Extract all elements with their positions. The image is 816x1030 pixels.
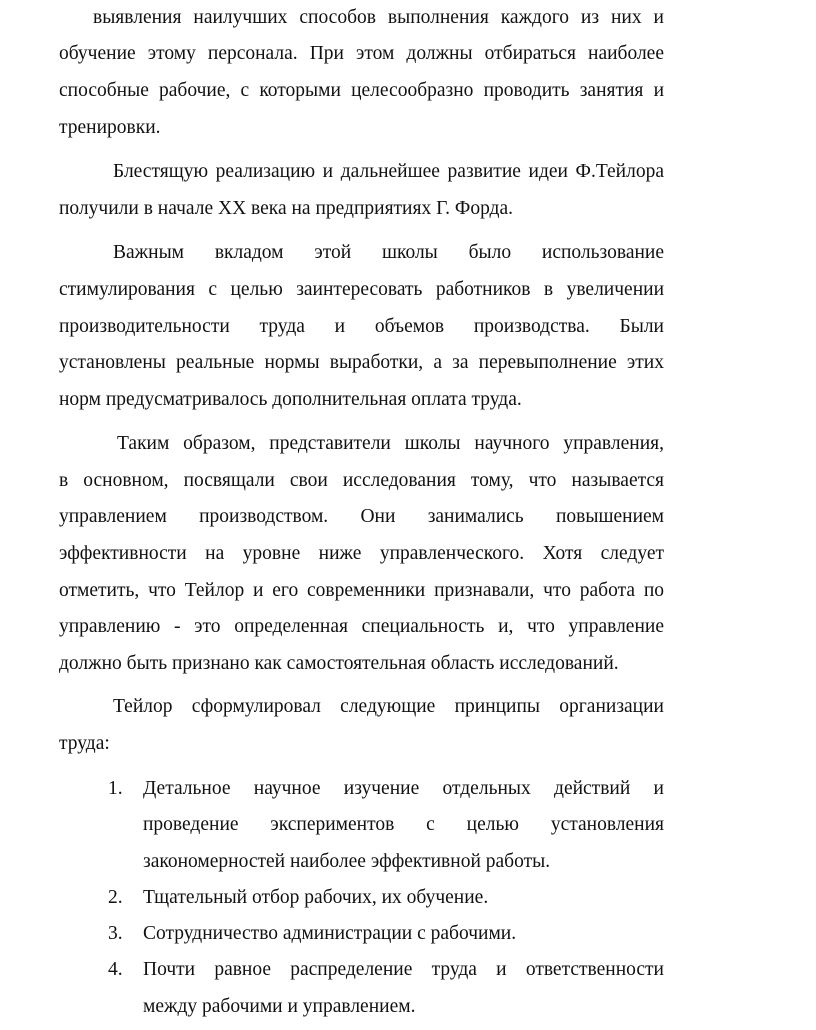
list-number: 2.: [108, 887, 123, 908]
paragraph-line: Тейлор сформулировал следующие принципы организации: [113, 696, 664, 717]
paragraph-line: получили в начале XX века на предприятиях Г. Форда.: [59, 198, 514, 219]
paragraph-line: управлению - это определенная специальность и, что управление: [59, 616, 664, 637]
list-item-line: закономерностей наиболее эффективной работы.: [143, 851, 551, 872]
paragraph-line: установлены реальные нормы выработки, а за перевыполнение этих: [59, 352, 664, 373]
paragraph-line: должно быть признано как самостоятельная область исследований.: [59, 653, 619, 674]
list-item-line: Детальное научное изучение отдельных действий и: [143, 778, 664, 799]
paragraph-line: Блестящую реализацию и дальнейшее развитие идеи Ф.Тейлора: [113, 161, 664, 182]
paragraph-line: Таким образом, представители школы научного управления,: [117, 433, 664, 454]
paragraph-line: тренировки.: [59, 117, 161, 138]
paragraph-line: Важным вкладом этой школы было использование: [113, 242, 664, 263]
paragraph-line: отметить, что Тейлор и его современники признавали, что работа по: [59, 580, 664, 601]
paragraph-line: эффективности на уровне ниже управленческого. Хотя следует: [59, 543, 664, 564]
list-number: 3.: [108, 923, 123, 944]
list-number: 1.: [108, 778, 123, 799]
list-item-line: Почти равное распределение труда и ответственности: [143, 959, 664, 980]
paragraph-line: в основном, посвящали свои исследования тому, что называется: [59, 470, 664, 491]
paragraph-line: обучение этому персонала. При этом должны отбираться наиболее: [59, 43, 664, 64]
paragraph-line: способные рабочие, с которыми целесообразно проводить занятия и: [59, 80, 664, 101]
list-item-line: Тщательный отбор рабочих, их обучение.: [143, 887, 489, 908]
paragraph-line: производительности труда и объемов производства. Были: [59, 316, 664, 337]
list-item-line: между рабочими и управлением.: [143, 996, 416, 1017]
paragraph-line: управлением производством. Они занимались повышением: [59, 506, 664, 527]
paragraph-line: труда:: [59, 733, 110, 754]
list-item-line: проведение экспериментов с целью установления: [143, 814, 664, 835]
paragraph-line: стимулирования с целью заинтересовать работников в увеличении: [59, 279, 664, 300]
paragraph-line: норм предусматривалось дополнительная оплата труда.: [59, 389, 522, 410]
list-number: 4.: [108, 959, 123, 980]
paragraph-line: выявления наилучших способов выполнения каждого из них и: [93, 7, 664, 28]
list-item-line: Сотрудничество администрации с рабочими.: [143, 923, 517, 944]
